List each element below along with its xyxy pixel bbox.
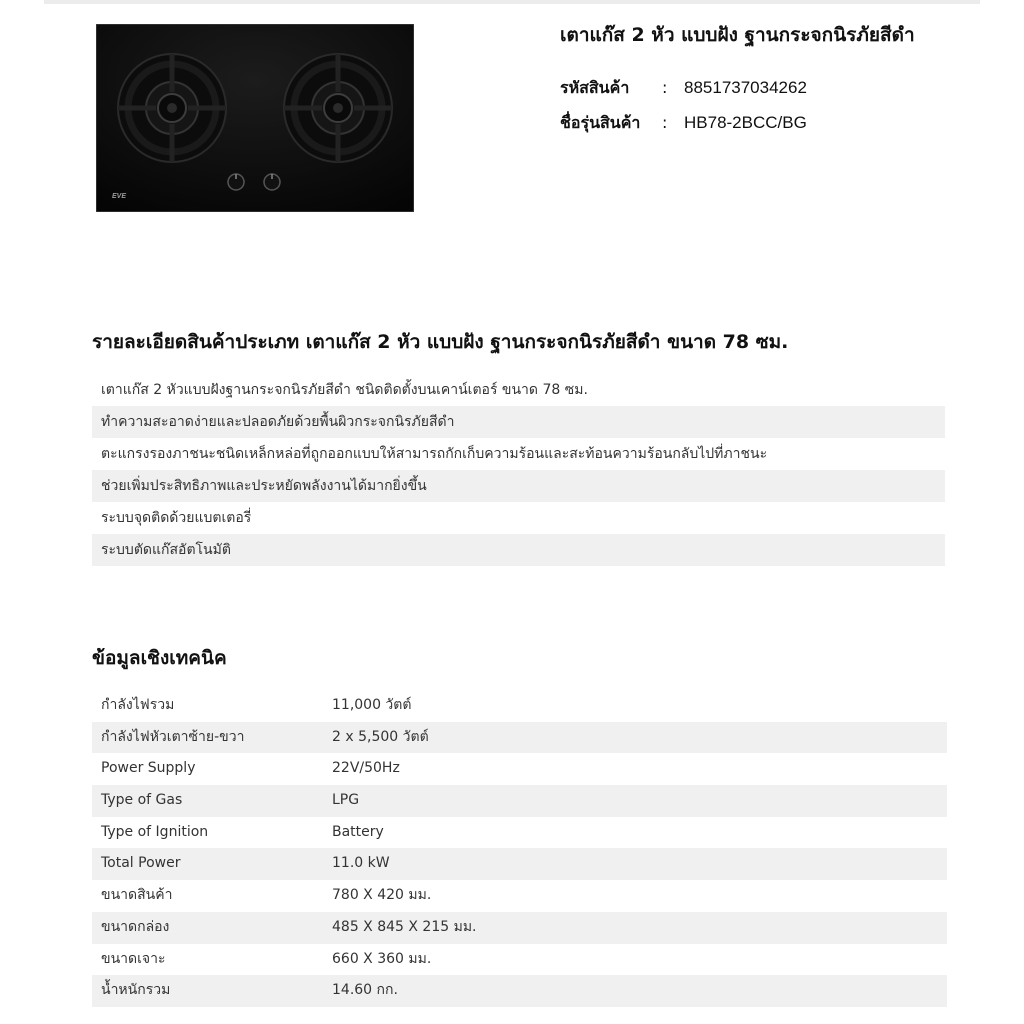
table-row [92,944,947,976]
left-knob [228,174,244,190]
sku-separator: : [662,78,668,97]
product-title: เตาแก๊ส 2 หัว แบบฝัง ฐานกระจกนิรภัยสีดำ [560,24,915,46]
spec-value: 660 X 360 มม. [332,950,432,967]
list-item: เตาแก๊ส 2 หัวแบบฝังฐานกระจกนิรภัยสีดำ ชนิดติดตั้งบนเคาน์เตอร์ ขนาด 78 ซม. [101,382,588,398]
table-row [92,785,947,817]
spec-label: ขนาดสินค้า [101,887,173,904]
spec-value: 11.0 kW [332,855,390,872]
table-row [92,722,947,754]
table-row [92,817,947,849]
spec-label: Total Power [101,855,181,872]
specs-heading: ข้อมูลเชิงเทคนิค [92,647,227,669]
model-value: HB78-2BCC/BG [684,113,807,132]
spec-value: 2 x 5,500 วัตต์ [332,728,429,745]
sku-row [560,76,807,101]
top-divider [44,0,980,4]
table-row [92,975,947,1007]
spec-value: 22V/50Hz [332,760,400,777]
brand-logo: EVE [112,193,127,200]
spec-label: กำลังไฟหัวเตาซ้าย-ขวา [101,728,245,745]
table-row [92,753,947,785]
spec-value: LPG [332,792,360,809]
spec-label: Power Supply [101,760,196,777]
sku-value: 8851737034262 [684,78,807,97]
list-item: ทำความสะอาดง่ายและปลอดภัยด้วยพื้นผิวกระจกนิรภัยสีดำ [92,406,945,438]
specs-table [92,690,947,1007]
right-burner [284,54,392,162]
spec-label: กำลังไฟรวม [101,697,175,713]
model-label: ชื่อรุ่นสินค้า [560,113,641,132]
spec-label: Type of Gas [101,792,183,809]
spec-value: 14.60 กก. [332,982,398,999]
sku-label: รหัสสินค้า [560,78,630,97]
model-row [560,111,807,136]
spec-value: 780 X 420 มม. [332,887,432,904]
table-row [92,912,947,944]
model-separator: : [662,113,668,132]
list-item: ระบบจุดติดด้วยแบตเตอรี่ [101,510,252,526]
spec-label: น้ำหนักรวม [101,982,171,999]
list-item: ช่วยเพิ่มประสิทธิภาพและประหยัดพลังงานได้มากยิ่งขึ้น [92,470,945,502]
spec-label: Type of Ignition [101,823,209,840]
table-row [92,880,947,912]
list-item: ตะแกรงรองภาชนะชนิดเหล็กหล่อที่ถูกออกแบบให้สามารถกักเก็บความร้อนและสะท้อนความร้อนกลับไปที่ภาชนะ [101,446,768,462]
spec-label: ขนาดกล่อง [101,918,170,935]
gas-hob-illustration [96,24,414,212]
spec-value: 11,000 วัตต์ [332,697,412,713]
table-row [92,848,947,880]
left-burner [118,54,226,162]
spec-value: 485 X 845 X 215 มม. [332,918,477,935]
details-list [92,374,945,566]
details-heading: รายละเอียดสินค้าประเภท เตาแก๊ส 2 หัว แบบฝัง ฐานกระจกนิรภัยสีดำ ขนาด 78 ซม. [92,331,789,353]
list-item: ระบบตัดแก๊สอัตโนมัติ [92,534,945,566]
right-knob [264,174,280,190]
table-row [92,690,947,722]
spec-label: ขนาดเจาะ [101,950,166,967]
spec-value: Battery [332,823,384,840]
product-image [96,24,414,212]
